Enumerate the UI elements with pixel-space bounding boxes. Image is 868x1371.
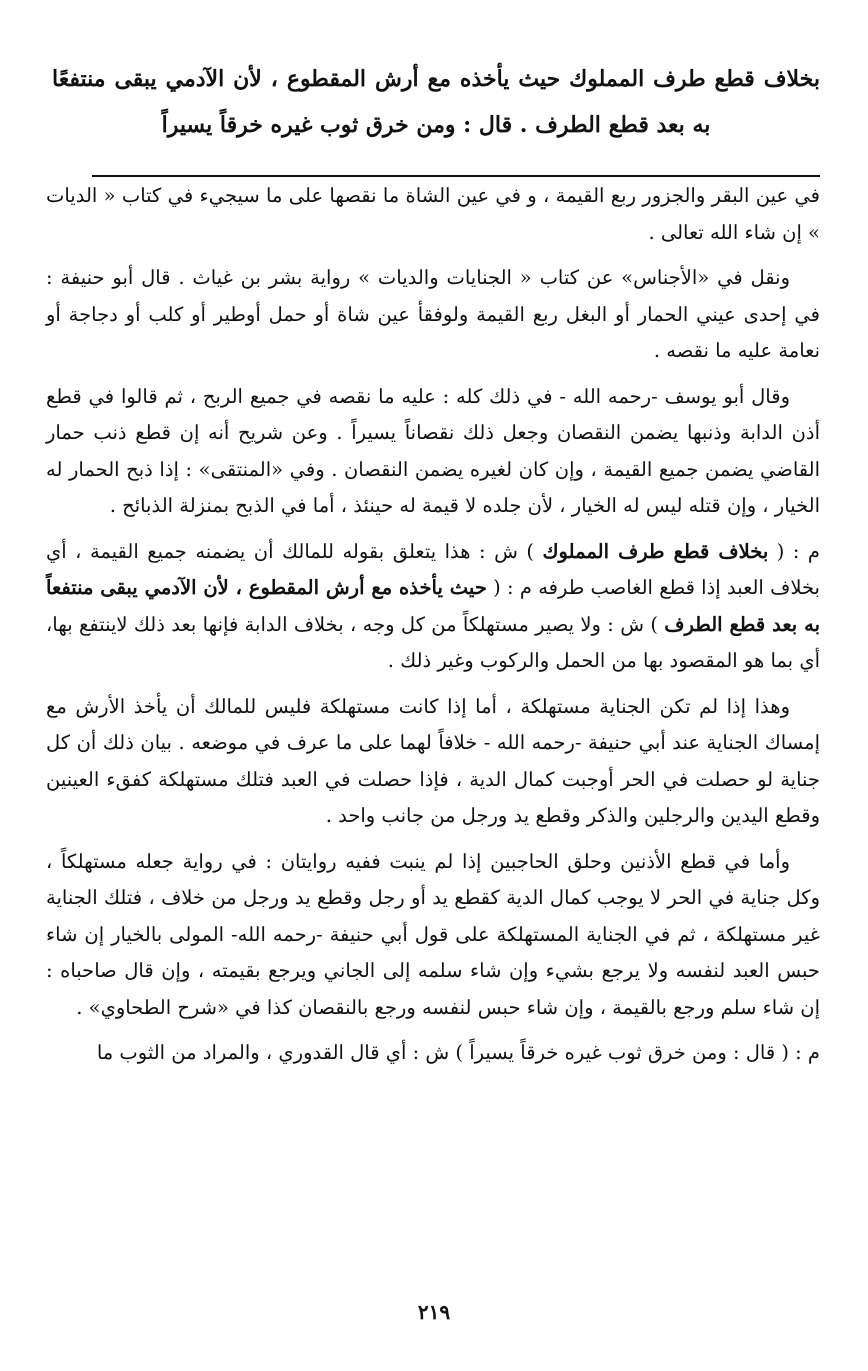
quoted-matn-segment: حيث يأخذه مع أرش المقطوع ، لأن الآدمي يبقى منتفعاً به بعد قطع الطرف: [46, 576, 821, 636]
text-segment: ) ش : هذا يتعلق بقوله للمالك أن يضمنه جميع القيمة ، أي بخلاف العبد إذا قطع الغاصب طرفه م : (: [46, 539, 820, 599]
commentary-paragraph: [46, 178, 820, 251]
text-segment: في عين البقر والجزور ربع القيمة ، و في عين الشاة ما نقصها على ما سيجيء في كتاب « الديات » إن شاء الله تعالى .: [46, 184, 820, 244]
commentary-paragraph: [46, 379, 820, 525]
footnote-separator-line: [92, 175, 820, 177]
commentary-paragraph: [46, 844, 820, 1027]
text-segment: وقال أبو يوسف -رحمه الله - في ذلك كله : عليه ما نقصه في جميع الربح ، ثم قالوا في قطع أذن الدابة وذنبها يضمن النقصان وجعل ذلك نقصاناً يسيراً . وعن شريح أنه إن قطع ذنب حمار القاضي يضمن جميع القيمة ، وإن كان لغيره يضمن النقصان . وفي «المنتقى» : إذا ذبح الحمار له الخيار ، وإن قتله ليس له الخيار ، لأن جلده لا قيمة له حينئذ ، أما في الذبح بمنزلة الذبائح .: [46, 384, 820, 517]
text-segment: وأما في قطع الأذنين وحلق الحاجبين إذا لم ينبت ففيه روايتان : في رواية جعله مستهلكاً ، وكل جناية في الحر لا يوجب كمال الدية كقطع يد أو رجل وقطع يد ورجل من خلاف ، فتلك الجناية غير مستهلكة ، ثم في الجناية المستهلكة على قول أبي حنيفة -رحمه الله- المولى بالخيار إن شاء حبس العبد لنفسه ولا يرجع بشيء وإن شاء سلمه إلى الجاني ويرجع بقيمته ، وإن قال صاحباه : إن شاء سلم ورجع بالقيمة ، وإن شاء حبس لنفسه ورجع بالنقصان كذا في «شرح الطحاوي» .: [46, 849, 820, 1019]
text-segment: م : ( قال : ومن خرق ثوب غيره خرقاً يسيراً ) ش : أي قال القدوري ، والمراد من الثوب ما: [96, 1041, 820, 1064]
commentary-paragraph: [46, 689, 820, 835]
quoted-matn-segment: بخلاف قطع طرف المملوك: [542, 539, 769, 563]
text-segment: وهذا إذا لم تكن الجناية مستهلكة ، أما إذا كانت مستهلكة فليس للمالك أن يأخذ الأرش مع إمساك الجناية عند أبي حنيفة -رحمه الله - خلافاً لهما على ما عرف في موضعه . بيان ذلك أن كل جناية لو حصلت في الحر أوجبت كمال الدية ، فإذا حصلت في العبد فتلك مستهلكة كفقء العينين وقطع اليدين والرجلين والذكر وقطع يد ورجل من جانب واحد .: [46, 694, 820, 827]
commentary-paragraph: [46, 1035, 820, 1072]
commentary-body: [46, 178, 820, 1081]
commentary-paragraph: [46, 534, 820, 680]
text-segment: م : (: [768, 539, 820, 563]
text-segment: ) ش : ولا يصير مستهلكاً من كل وجه ، بخلاف الدابة فإنها بعد ذلك لاينتفع بها، أي بما هو المقصود بها من الحمل والركوب وغير ذلك .: [46, 612, 820, 672]
matn-text: بخلاف قطع طرف المملوك حيث يأخذه مع أرش المقطوع ، لأن الآدمي يبقى منتفعًا به بعد قطع الطرف . قال : ومن خرق ثوب غيره خرقاً يسيراً: [52, 66, 820, 138]
page-number: ٢١٩: [417, 1300, 451, 1324]
commentary-paragraph: [46, 260, 820, 370]
text-segment: ونقل في «الأجناس» عن كتاب « الجنايات والديات » رواية بشر بن غياث . قال أبو حنيفة : في إحدى عيني الحمار أو البغل ربع القيمة ولوفقأ عين شاة أو حمل أوطير أو كلب أو دجاجة أو نعامة عليه ما نقصه .: [46, 266, 820, 362]
